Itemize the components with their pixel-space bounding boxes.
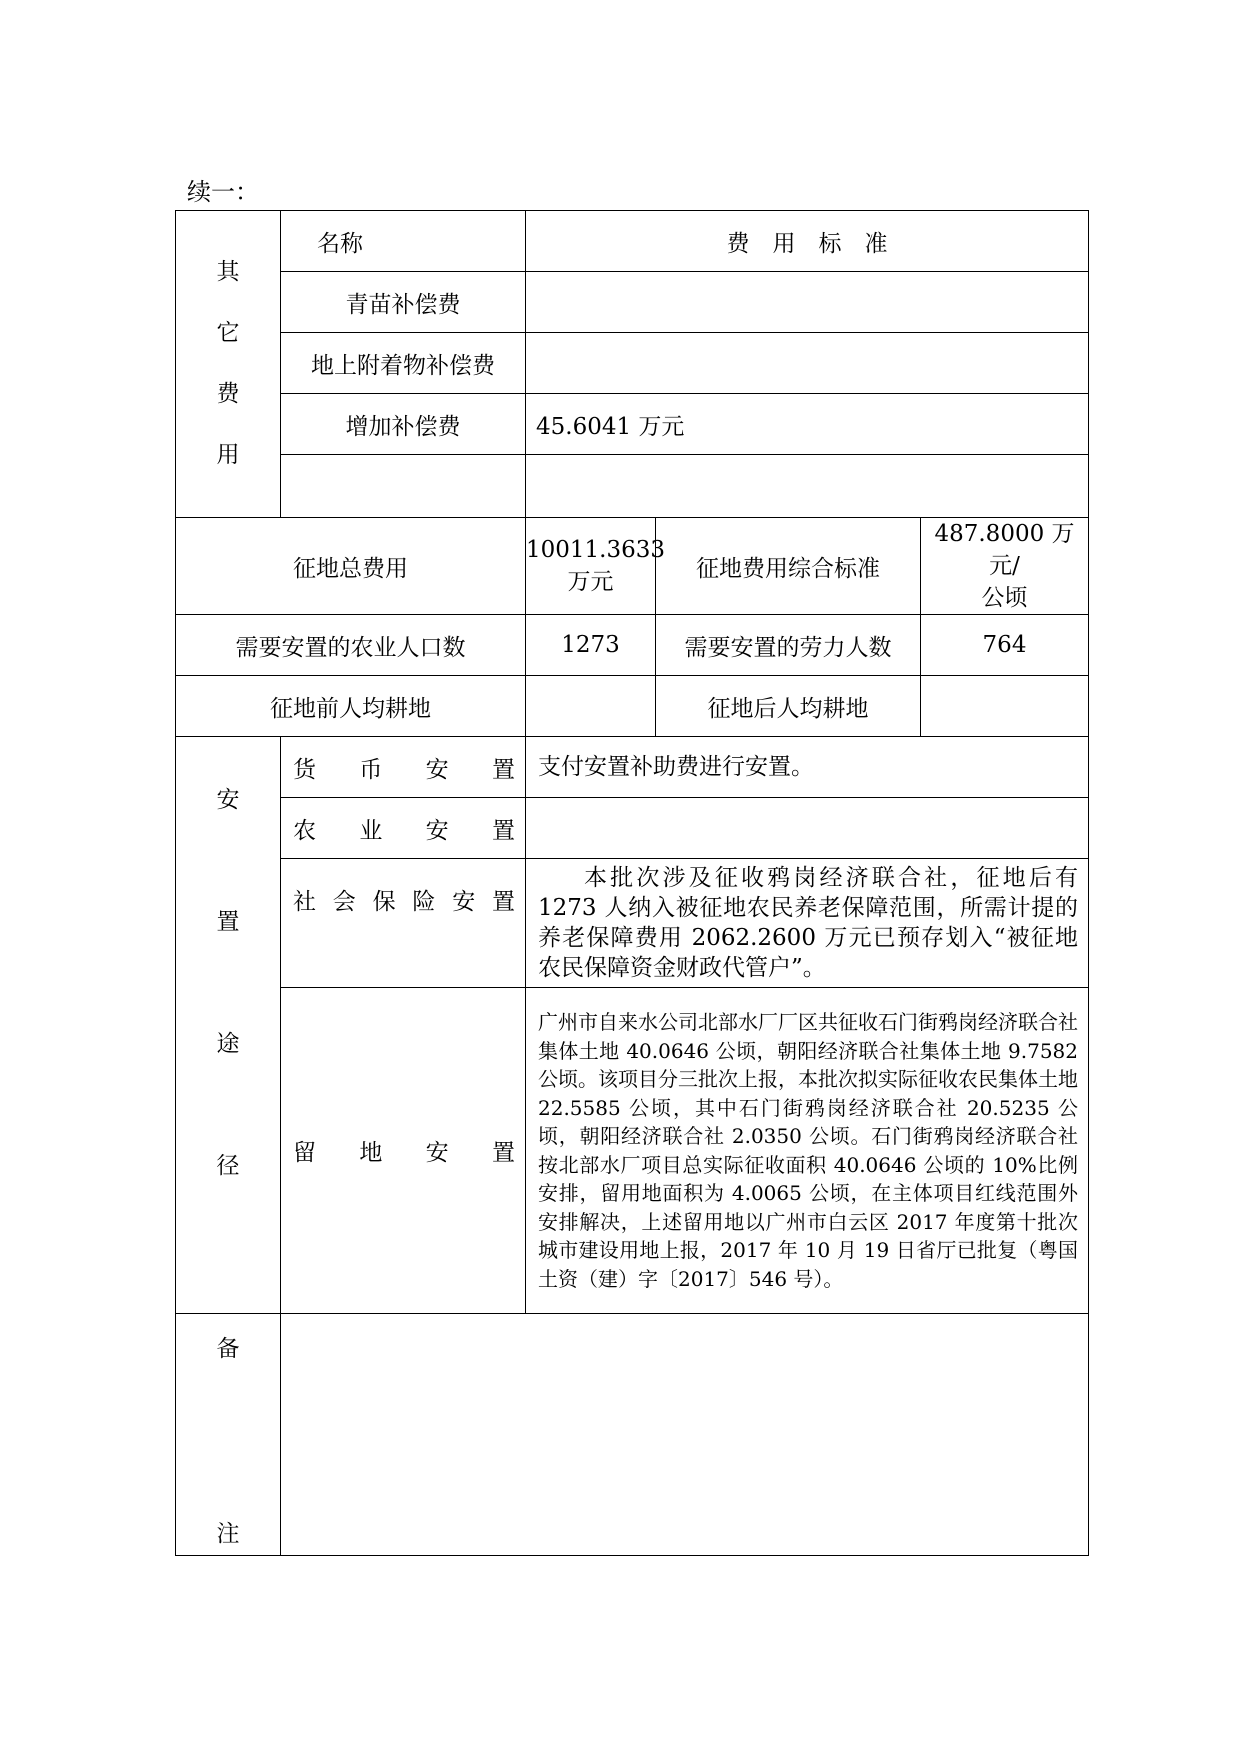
fee-value-attachments <box>526 333 1089 394</box>
col-name-header: 名称 <box>281 211 526 272</box>
total-cost-label: 征地总费用 <box>176 518 526 615</box>
composite-standard-label: 征地费用综合标准 <box>656 518 921 615</box>
other-fees-group-label: 其 它 费 用 <box>176 211 281 518</box>
farmland-after-value <box>921 676 1089 737</box>
fee-name-additional: 增加补偿费 <box>281 394 526 455</box>
fee-value-empty <box>526 455 1089 518</box>
total-cost-value: 10011.3633 万元 <box>526 518 656 615</box>
agri-population-value: 1273 <box>526 615 656 676</box>
fee-name-seedling: 青苗补偿费 <box>281 272 526 333</box>
fee-name-attachments: 地上附着物补偿费 <box>281 333 526 394</box>
page-heading: 续一： <box>187 178 259 206</box>
social-insurance-resettlement-label: 社 会 保 险 安 置 <box>281 859 526 988</box>
fee-name-empty <box>281 455 526 518</box>
resettlement-group-label: 安 置 途 径 <box>176 737 281 1314</box>
reserved-land-resettlement-value: 广州市自来水公司北部水厂厂区共征收石门街鸦岗经济联合社集体土地 40.0646 公顷，朝阳经济联合社集体土地 9.7582 公顷。该项目分三批次上报，本批次拟实际征收农民集体土地 22.5585 公顷，其中石门街鸦岗经济联合社 20.5235 公顷，朝阳经济联合社 2.0350 公顷。石门街鸦岗经济联合社按北部水厂项目总实际征收面积 40.0646 公顷的 10%比例安排，留用地面积为 4.0065 公顷，在主体项目红线范围外安排解决，上述留用地以广州市白云区 2017 年度第十批次城市建设用地上报，2017 年 10 月 19 日省厅已批复（粤国土资（建）字〔2017〕546 号）。 <box>526 988 1089 1314</box>
farmland-before-value <box>526 676 656 737</box>
agricultural-resettlement-label: 农 业 安 置 <box>281 798 526 859</box>
remarks-value <box>281 1314 1089 1556</box>
monetary-resettlement-label: 货 币 安 置 <box>281 737 526 798</box>
farmland-after-label: 征地后人均耕地 <box>656 676 921 737</box>
agricultural-resettlement-value <box>526 798 1089 859</box>
farmland-before-label: 征地前人均耕地 <box>176 676 526 737</box>
col-standard-header: 费 用 标 准 <box>526 211 1089 272</box>
composite-standard-value: 487.8000 万元/ 公顷 <box>921 518 1089 615</box>
social-insurance-resettlement-value: 本批次涉及征收鸦岗经济联合社，征地后有1273 人纳入被征地农民养老保障范围，所需计提的养老保障费用 2062.2600 万元已预存划入“被征地农民保障资金财政代管户”。 <box>526 859 1089 988</box>
labor-count-value: 764 <box>921 615 1089 676</box>
land-acquisition-form <box>175 210 1089 1556</box>
labor-count-label: 需要安置的劳力人数 <box>656 615 921 676</box>
fee-value-seedling <box>526 272 1089 333</box>
monetary-resettlement-value: 支付安置补助费进行安置。 <box>526 737 1089 798</box>
remarks-label: 备 注 <box>176 1314 281 1556</box>
fee-value-additional: 45.6041 万元 <box>526 394 1089 455</box>
reserved-land-resettlement-label: 留 地 安 置 <box>281 988 526 1314</box>
agri-population-label: 需要安置的农业人口数 <box>176 615 526 676</box>
